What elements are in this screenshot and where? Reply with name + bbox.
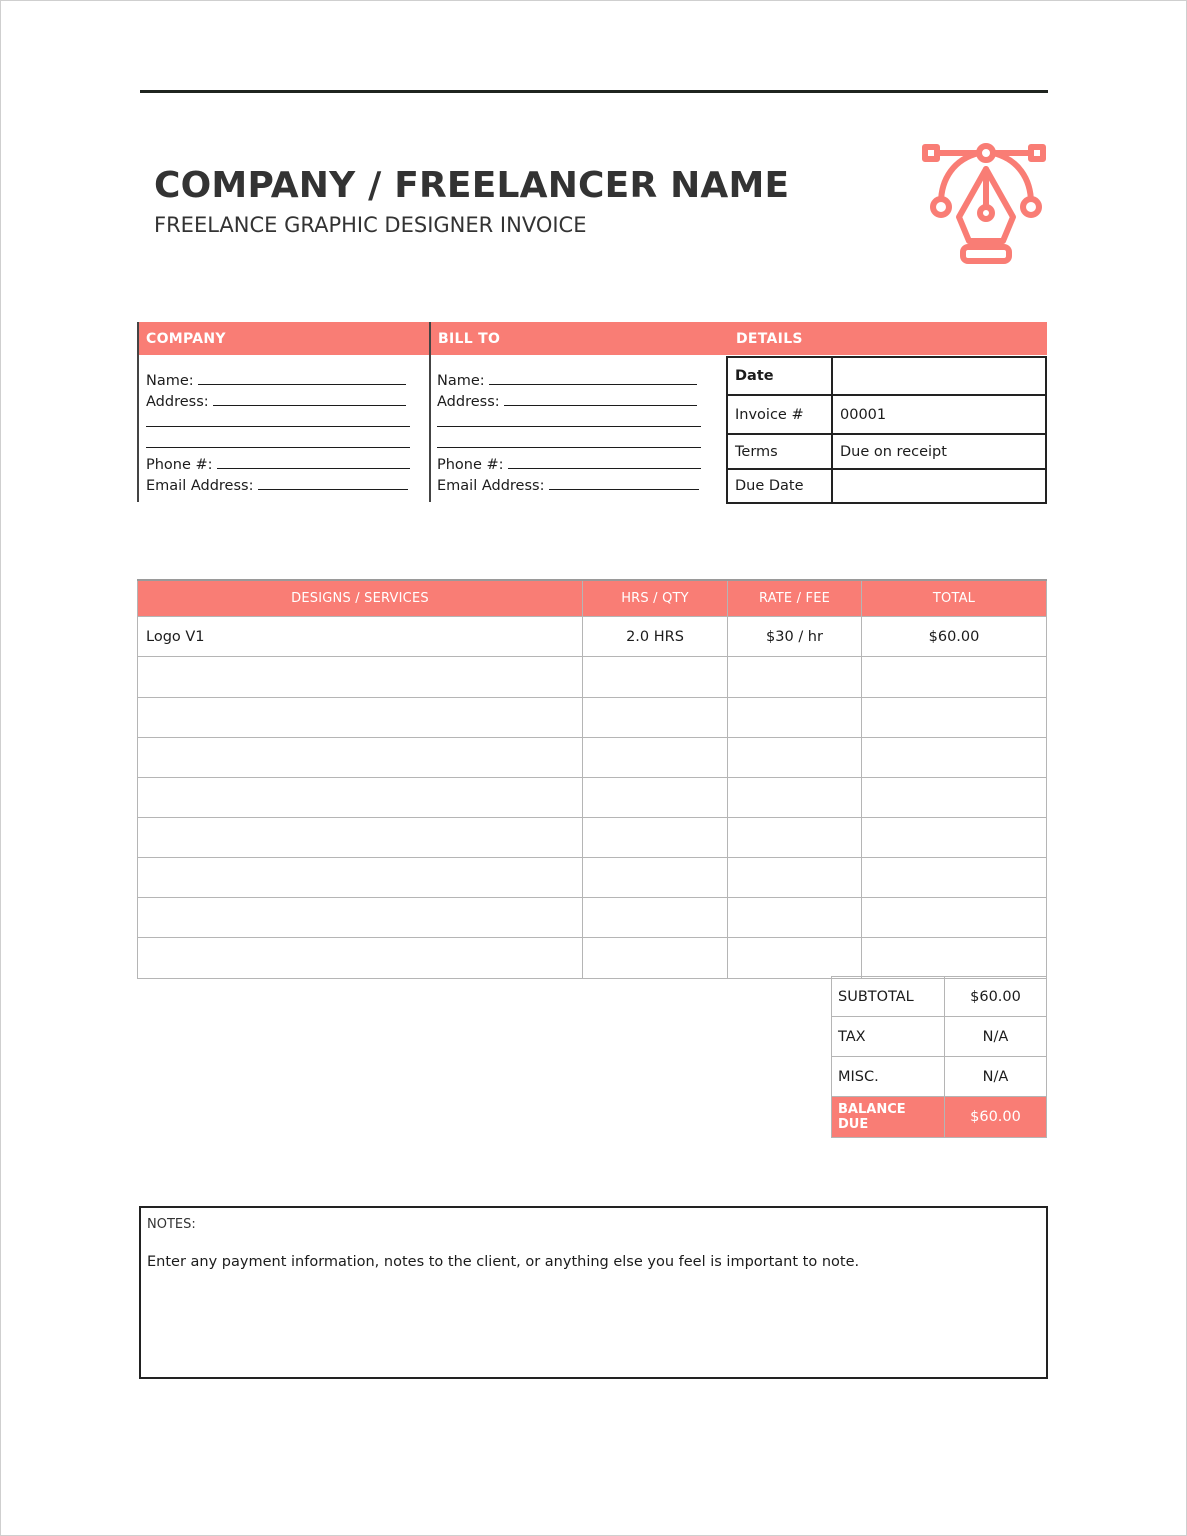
bill-to-phone-field[interactable] [508,453,701,469]
rate-cell[interactable] [728,778,862,818]
company-block [146,369,412,495]
rate-cell[interactable]: $30 / hr [728,617,862,657]
date-label: Date [727,357,832,395]
invoice-number-label: Invoice # [727,395,832,434]
service-cell[interactable] [138,778,583,818]
qty-cell[interactable] [583,858,728,898]
company-name-field[interactable] [198,369,406,385]
services-column-header: DESIGNS / SERVICES [138,580,583,617]
rate-cell[interactable] [728,858,862,898]
table-row [138,858,1047,898]
notes-box[interactable] [139,1206,1048,1379]
date-value[interactable] [832,357,1046,395]
company-heading: COMPANY [138,322,430,355]
service-cell[interactable] [138,938,583,979]
qty-cell[interactable] [583,657,728,698]
totals-table [831,976,1047,1138]
misc-label: MISC. [832,1057,945,1097]
rate-cell[interactable] [728,938,862,979]
total-cell[interactable] [862,898,1047,938]
bill-to-email-field[interactable] [549,474,699,490]
misc-value[interactable]: N/A [945,1057,1047,1097]
tax-label: TAX [832,1017,945,1057]
table-header-row [138,580,1047,617]
total-cell[interactable] [862,858,1047,898]
qty-cell[interactable] [583,778,728,818]
company-title: COMPANY / FREELANCER NAME [154,165,790,206]
column-divider [429,322,431,502]
company-address-field[interactable] [213,390,406,406]
details-row [727,434,1046,469]
service-cell[interactable] [138,738,583,778]
table-row [138,938,1047,979]
notes-text[interactable]: Enter any payment information, notes to the client, or anything else you feel is important to note. [147,1254,860,1270]
rate-cell[interactable] [728,738,862,778]
table-row [138,898,1047,938]
total-cell[interactable] [862,778,1047,818]
bill-to-email-label: Email Address: [437,478,545,494]
pen-tool-icon [919,139,1053,271]
balance-due-value[interactable]: $60.00 [945,1097,1047,1138]
table-row [138,738,1047,778]
top-rule [140,90,1048,93]
total-cell[interactable] [862,698,1047,738]
subtotal-row [832,977,1047,1017]
company-name-label: Name: [146,373,194,389]
balance-due-row [832,1097,1047,1138]
details-row [727,395,1046,434]
service-cell[interactable] [138,657,583,698]
qty-cell[interactable] [583,898,728,938]
bill-to-address-label: Address: [437,394,500,410]
terms-label: Terms [727,434,832,469]
qty-cell[interactable]: 2.0 HRS [583,617,728,657]
due-date-label: Due Date [727,469,832,503]
service-cell[interactable] [138,818,583,858]
service-cell[interactable] [138,858,583,898]
total-column-header: TOTAL [862,580,1047,617]
company-phone-label: Phone #: [146,457,213,473]
table-row [138,617,1047,657]
line-items-table [137,579,1047,979]
total-cell[interactable]: $60.00 [862,617,1047,657]
table-row [138,778,1047,818]
service-cell[interactable] [138,898,583,938]
total-cell[interactable] [862,818,1047,858]
balance-due-label: BALANCE DUE [832,1097,945,1138]
subtotal-value[interactable]: $60.00 [945,977,1047,1017]
column-divider [137,322,139,502]
company-address-line[interactable] [146,411,410,427]
bill-to-heading: BILL TO [430,322,728,355]
rate-cell[interactable] [728,818,862,858]
invoice-number-value[interactable]: 00001 [832,395,1046,434]
tax-value[interactable]: N/A [945,1017,1047,1057]
company-address-label: Address: [146,394,209,410]
bill-to-name-field[interactable] [489,369,697,385]
terms-value[interactable]: Due on receipt [832,434,1046,469]
rate-cell[interactable] [728,657,862,698]
qty-cell[interactable] [583,818,728,858]
tax-row [832,1017,1047,1057]
table-row [138,657,1047,698]
company-email-field[interactable] [258,474,408,490]
details-row [727,469,1046,503]
misc-row [832,1057,1047,1097]
total-cell[interactable] [862,738,1047,778]
table-row [138,698,1047,738]
details-table [726,356,1047,504]
company-address-line[interactable] [146,432,410,448]
details-heading: DETAILS [728,322,1047,355]
bill-to-address-line[interactable] [437,432,701,448]
service-cell[interactable]: Logo V1 [138,617,583,657]
total-cell[interactable] [862,657,1047,698]
bill-to-address-field[interactable] [504,390,697,406]
total-cell[interactable] [862,938,1047,979]
details-row [727,357,1046,395]
rate-cell[interactable] [728,698,862,738]
rate-cell[interactable] [728,898,862,938]
bill-to-block [437,369,703,495]
notes-label: NOTES: [147,1217,196,1232]
table-row [138,818,1047,858]
bill-to-name-label: Name: [437,373,485,389]
qty-cell[interactable] [583,698,728,738]
subtotal-label: SUBTOTAL [832,977,945,1017]
service-cell[interactable] [138,698,583,738]
company-phone-field[interactable] [217,453,410,469]
due-date-value[interactable] [832,469,1046,503]
company-email-label: Email Address: [146,478,254,494]
rate-column-header: RATE / FEE [728,580,862,617]
bill-to-phone-label: Phone #: [437,457,504,473]
qty-column-header: HRS / QTY [583,580,728,617]
qty-cell[interactable] [583,938,728,979]
invoice-subtitle: FREELANCE GRAPHIC DESIGNER INVOICE [154,213,587,237]
qty-cell[interactable] [583,738,728,778]
bill-to-address-line[interactable] [437,411,701,427]
